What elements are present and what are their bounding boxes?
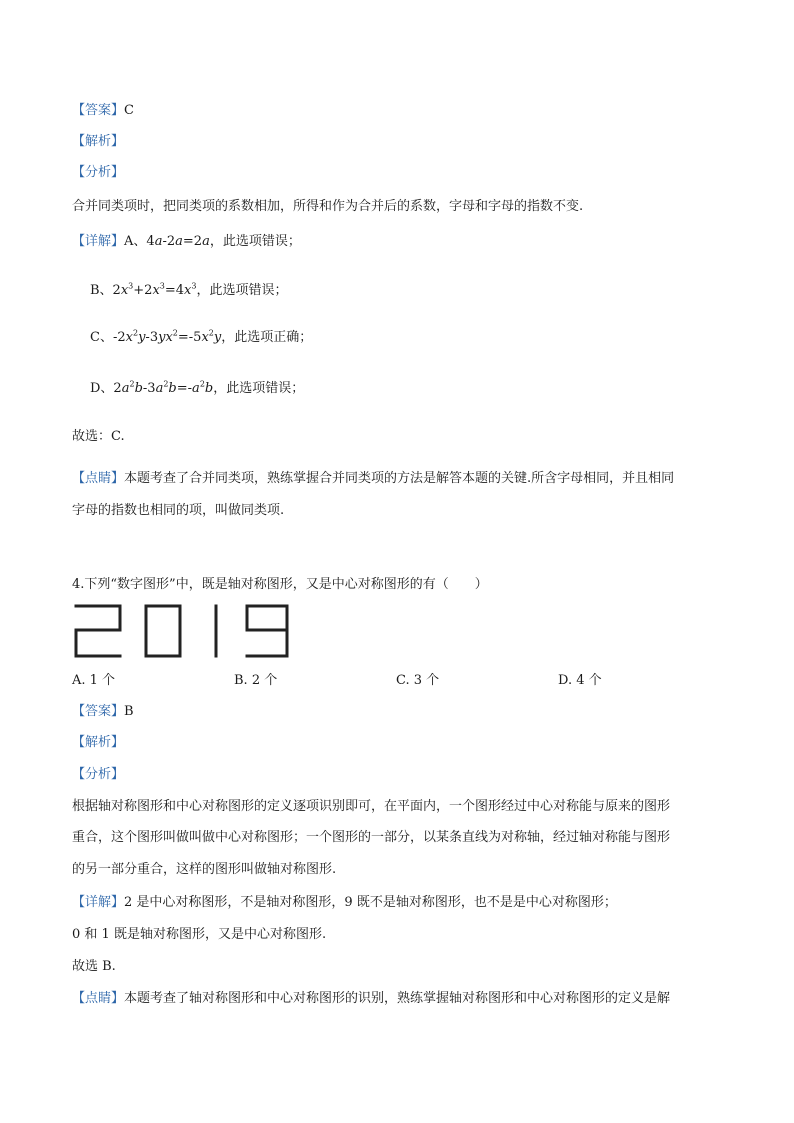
comment-line1: 本题考查了合并同类项，熟练掌握合并同类项的方法是解答本题的关键.所含字母相同，并且相同 [124,471,675,486]
q3-fenxi-text: 合并同类项时，把同类项的系数相加，所得和作为合并后的系数，字母和字母的指数不变. [72,199,584,214]
q4-detail-1 [72,894,617,912]
answer-value: C [124,103,134,118]
option-b: B. 2 个 [234,673,278,688]
answer-tag: 【答案】 [72,704,125,719]
option-d: D. 4 个 [558,673,602,688]
q3-comment-1 [72,470,674,488]
digit-2 [76,606,120,656]
q3-detail-b: B、$2x^3+2x^3=4x^3$，此选项错误； [90,281,288,298]
q4-detail-2: 0 和 1 既是轴对称图形，又是中心对称图形. [72,927,327,942]
option-c: C. 3 个 [396,673,440,688]
q4-fenxi-line1: 根据轴对称图形和中心对称图形的定义逐项识别即可，在平面内，一个图形经过中心对称能与原来的图形 [72,799,671,814]
q4-answer-line [72,703,134,721]
q4-fenxi-tag: 【分析】 [72,767,125,782]
q3-comment-2: 字母的指数也相同的项，叫做同类项. [72,503,285,518]
answer-value: B [124,704,134,719]
q3-choose: 故选：C. [72,429,125,444]
comment-line1: 本题考查了轴对称图形和中心对称图形的识别，熟练掌握轴对称图形和中心对称图形的定义是解 [124,991,671,1006]
detail-a-prefix: A、4 [124,234,155,249]
comment-tag: 【点睛】 [72,991,125,1006]
q3-detail-c: C、$-2x^2y-3yx^2=-5x^2y$，此选项正确； [90,328,313,345]
digit-0 [146,606,180,656]
option-a: A. 1 个 [72,673,116,688]
detail-a-rest: ，此选项错误； [209,234,301,249]
answer-tag: 【答案】 [72,103,125,118]
comment-tag: 【点睛】 [72,471,125,486]
q4-stem: 4.下列“数字图形”中，既是轴对称图形，又是中心对称图形的有（ ） [72,577,488,592]
detail-tag: 【详解】 [72,234,125,249]
q3-answer-line [72,102,134,120]
q4-analysis-tag: 【解析】 [72,735,125,750]
q4-fenxi-line2: 重合，这个图形叫做叫做中心对称图形；一个图形的一部分，以某条直线为对称轴，经过轴对称能与图形 [72,830,671,845]
detail-c-rest: ，此选项正确； [221,330,313,345]
q3-fenxi-tag: 【分析】 [72,165,125,180]
detail-d-rest: ，此选项错误； [213,381,305,396]
detail-line1: 2 是中心对称图形，不是轴对称图形，9 既不是轴对称图形，也不是是中心对称图形； [124,895,617,910]
digit-9 [247,606,287,656]
digital-2019-figure [70,602,292,660]
q4-fenxi-line3: 的另一部分重合，这样的图形叫做轴对称图形. [72,862,337,877]
detail-b-rest: ，此选项错误； [196,283,288,298]
q4-comment-1 [72,990,670,1008]
q3-detail-d: D、$2a^2b-3a^2b=-a^2b$，此选项错误； [90,379,305,396]
detail-tag: 【详解】 [72,895,125,910]
q3-detail-a: 【详解】A、4a-2a=2a，此选项错误； [72,234,301,249]
q4-choose: 故选 B. [72,959,116,974]
q3-analysis-tag: 【解析】 [72,134,125,149]
